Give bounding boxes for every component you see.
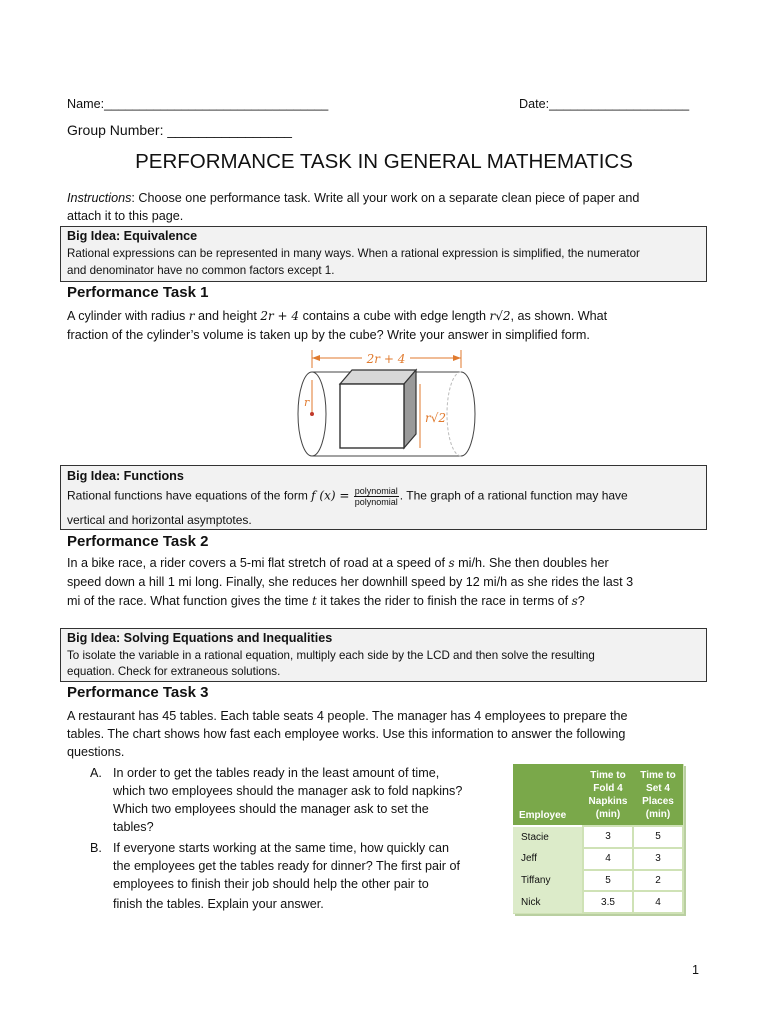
table-header-row: [513, 764, 683, 826]
date-label: Date:: [519, 97, 550, 111]
figure-edge-label: r√2: [425, 411, 447, 425]
employee-time-table: [513, 764, 684, 914]
performance-task-1-heading: Performance Task 1: [67, 284, 209, 301]
task2-line-3: mi of the race. What function gives the time t it takes the rider to finish the race in terms of s?: [67, 594, 585, 608]
big-idea-functions-box: [60, 465, 707, 530]
instructions-line-2: attach it to this page.: [67, 209, 184, 223]
big-idea-text-line: and denominator have no common factors except 1.: [67, 264, 335, 277]
big-idea-text-line: vertical and horizontal asymptotes.: [67, 513, 252, 527]
table-row: Nick 3.5 4: [513, 891, 683, 913]
group-line[interactable]: ________________: [167, 122, 292, 138]
task3-line-3: questions.: [67, 745, 125, 759]
figure-top-label: 2r + 4: [366, 352, 406, 366]
big-idea-text-line: equation. Check for extraneous solutions.: [67, 665, 281, 678]
performance-task-3-heading: Performance Task 3: [67, 684, 209, 701]
performance-task-2-heading: Performance Task 2: [67, 533, 209, 550]
column-header: Time to Fold 4 Napkins (min): [588, 769, 628, 820]
question-b-line: finish the tables. Explain your answer.: [113, 897, 324, 911]
date-field[interactable]: [519, 95, 689, 114]
column-header: Employee: [519, 810, 567, 821]
cylinder-cube-figure: [284, 346, 484, 466]
task2-line-2: speed down a hill 1 mi long. Finally, she reduces her downhill speed by 12 mi/h as she rides the last 3: [67, 575, 634, 589]
figure-radius-label: r: [304, 396, 310, 409]
instructions-label: Instructions: [67, 191, 132, 205]
column-header: Time to Set 4 Places (min): [640, 769, 676, 820]
question-a-line: In order to get the tables ready in the least amount of time,: [113, 766, 440, 780]
task3-line-1: A restaurant has 45 tables. Each table seats 4 people. The manager has 4 employees to prepare the: [67, 709, 628, 723]
big-idea-title: Big Idea: Functions: [67, 469, 184, 483]
question-a-line: which two employees should the manager ask to fold napkins?: [113, 784, 463, 798]
group-number-field[interactable]: [67, 121, 292, 140]
page-title: PERFORMANCE TASK IN GENERAL MATHEMATICS: [135, 150, 633, 173]
question-b-line: employees to finish their job should help the other pair to: [113, 877, 429, 891]
table-row: Stacie 3 5: [513, 826, 683, 848]
name-label: Name:: [67, 97, 105, 111]
group-label: Group Number:: [67, 122, 164, 138]
big-idea-text-line: Rational functions have equations of the form f (x) = $\frac{\text{polynomial}}{\text{polynomial}}$ . The graph of a rational function may have: [67, 486, 628, 507]
big-idea-text-line: Rational expressions can be represented in many ways. When a rational expression is simplified, the numerator: [67, 247, 640, 260]
table-row: Jeff 4 3: [513, 848, 683, 870]
big-idea-text-line: To isolate the variable in a rational equation, multiply each side by the LCD and then solve the resulting: [67, 649, 595, 662]
instructions-line-1: Instructions: Choose one performance task. Write all your work on a separate clean piece of paper and: [67, 191, 640, 205]
question-a-label: A.: [90, 766, 102, 780]
task3-line-2: tables. The chart shows how fast each employee works. Use this information to answer the following: [67, 727, 626, 741]
question-a-line: Which two employees should the manager ask to set the: [113, 802, 429, 816]
big-idea-solving-box: [60, 628, 707, 682]
question-b-line: the employees get the tables ready for dinner? The first pair of: [113, 859, 460, 873]
big-idea-equivalence-box: [60, 226, 707, 282]
table-row: Tiffany 5 2: [513, 870, 683, 892]
task2-line-1: In a bike race, a rider covers a 5-mi flat stretch of road at a speed of s mi/h. She then doubles her: [67, 556, 609, 570]
task1-line-2: fraction of the cylinder’s volume is taken up by the cube? Write your answer in simplified form.: [67, 328, 590, 342]
question-b-label: B.: [90, 841, 102, 855]
big-idea-title: Big Idea: Solving Equations and Inequalities: [67, 631, 333, 645]
date-line[interactable]: ____________________: [549, 97, 690, 111]
page-number: 1: [692, 963, 700, 977]
question-a-line: tables?: [113, 820, 154, 834]
fraction-polynomial: $\frac{\text{polynomial}}{\text{polynomial}}$: [354, 486, 398, 507]
name-line[interactable]: ________________________________: [104, 97, 329, 111]
name-field[interactable]: [67, 95, 328, 114]
big-idea-title: Big Idea: Equivalence: [67, 229, 198, 243]
task1-line-1: A cylinder with radius r and height 2r + 4 contains a cube with edge length r√2, as shown. What: [67, 309, 608, 323]
question-b-line: If everyone starts working at the same time, how quickly can: [113, 841, 449, 855]
